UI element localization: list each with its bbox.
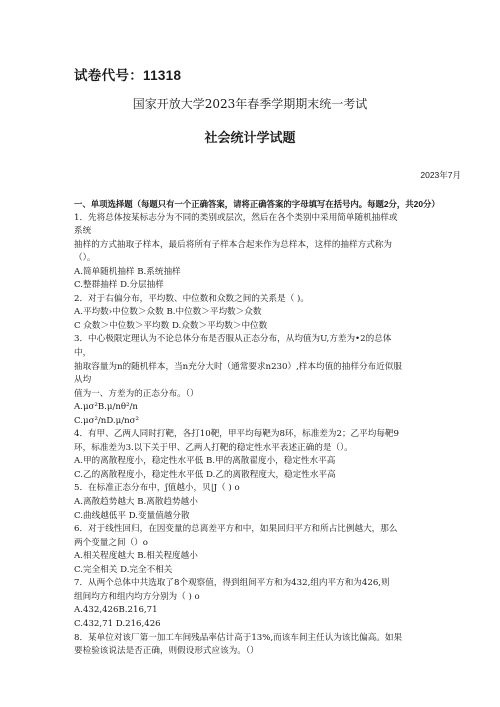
question-line: C.μσ²/nD.μ/nσ² — [74, 415, 139, 426]
exam-date: 2023年7月 — [420, 170, 461, 180]
question-line: A.离散趋势越大 B.离散趋势越小 — [74, 497, 198, 508]
question-line: 两个变量之间（）o — [74, 537, 148, 548]
question-line: A.简单随机抽样 B.系统抽样 — [74, 266, 181, 277]
question-line: 2．对于右偏分布，平均数、中位数和众数之间的关系是（ )。 — [74, 293, 309, 304]
question-line: 系统 — [74, 226, 92, 237]
question-line: 1．先将总体按某标志分为不同的类别或层次，然后在各个类别中采用简单随机抽样或 — [74, 212, 398, 223]
question-line: 4．有甲、乙两人同时打靶，各打10靶，甲平均每靶为8环，标准差为2；乙平均每靶9 — [74, 429, 399, 440]
question-line: C.乙的离散程度小，稳定性水平低 D.乙的离散程度大，稳定性水平高 — [74, 469, 336, 480]
question-line: 从均 — [74, 375, 92, 386]
question-line: 要检验该说法是否正确，则假设形式应该为。（） — [74, 646, 259, 657]
question-line: C.曲线越低平 D.变量值越分散 — [74, 510, 190, 521]
question-line: 8．某单位对该厂第一加工车间残品率估计高于13%,而该车间主任认为该比偏高。如果 — [74, 632, 403, 643]
question-line: A.相关程度越大 B.相关程度越小 — [74, 551, 198, 562]
question-line: C.整群抽样 D.分层抽样 — [74, 280, 164, 291]
university-exam-line: 国家开放大学2023年春季学期期末统一考试 — [132, 97, 368, 111]
question-line: 环，标准差为3.以下关于甲、乙两人打靶的稳定性水平表述正确的是（）。 — [74, 442, 353, 453]
question-line: A.平均数›中位数＞众数 B.中位数＞平均数＞众数 — [74, 307, 262, 318]
exam-body — [74, 198, 470, 659]
question-line: A.甲的离散程度小，稳定性水平低 B.甲的离散翟度小，稳定性水平高 — [74, 456, 336, 467]
exam-code: 试卷代号：11318 — [74, 68, 182, 83]
question-line: C 众数＞中位数＞平均数 D.众数＞平均数＞中位数 — [74, 320, 268, 331]
question-line: A.432,426B.216,71 — [74, 605, 158, 616]
question-line: C.432,71 D.216,426 — [74, 618, 161, 629]
question-line: 6．对于线性回归，在因变量的总离差平方和中，如果回归平方和所占比例越大，那么 — [74, 524, 398, 535]
question-line: 3．中心极限定理认为不论总体分布是否服从正态分布，从均值为U,方差为•2的总体 — [74, 334, 392, 345]
question-line: 中， — [74, 348, 92, 359]
subject-title: 社会统计学试题 — [204, 131, 296, 146]
section-heading: 一、单项选择题（每题只有一个正确答案，请将正确答案的字母填写在括号内。每题2分，共20分） — [74, 199, 440, 209]
question-line: 5．在标准正态分布中，ʃ值越小，贝|J（ ) o — [74, 483, 240, 494]
question-line: 7．从两个总体中共选取了8个观察值，得到组间平方和为432,组内平方和为426,则 — [74, 578, 390, 589]
question-line: （）。 — [74, 253, 96, 264]
question-line: 组间均方和组内均方分别为（ ) o — [74, 591, 200, 602]
question-line: 抽样的方式抽取子样本，最后将所有子样本合起来作为总样本，这样的抽样方式称为 — [74, 239, 392, 250]
question-line: 抽取容量为n的随机样本，当n充分大时（通常要求n230）,样本均值的抽样分布近似服 — [74, 361, 402, 372]
question-line: A.μσ²B.μ/nθ²/n — [74, 402, 138, 413]
question-line: 值为一、方差为的正态分布。（） — [74, 388, 199, 399]
question-line: C.完全相关 D.完全不相关 — [74, 564, 173, 575]
